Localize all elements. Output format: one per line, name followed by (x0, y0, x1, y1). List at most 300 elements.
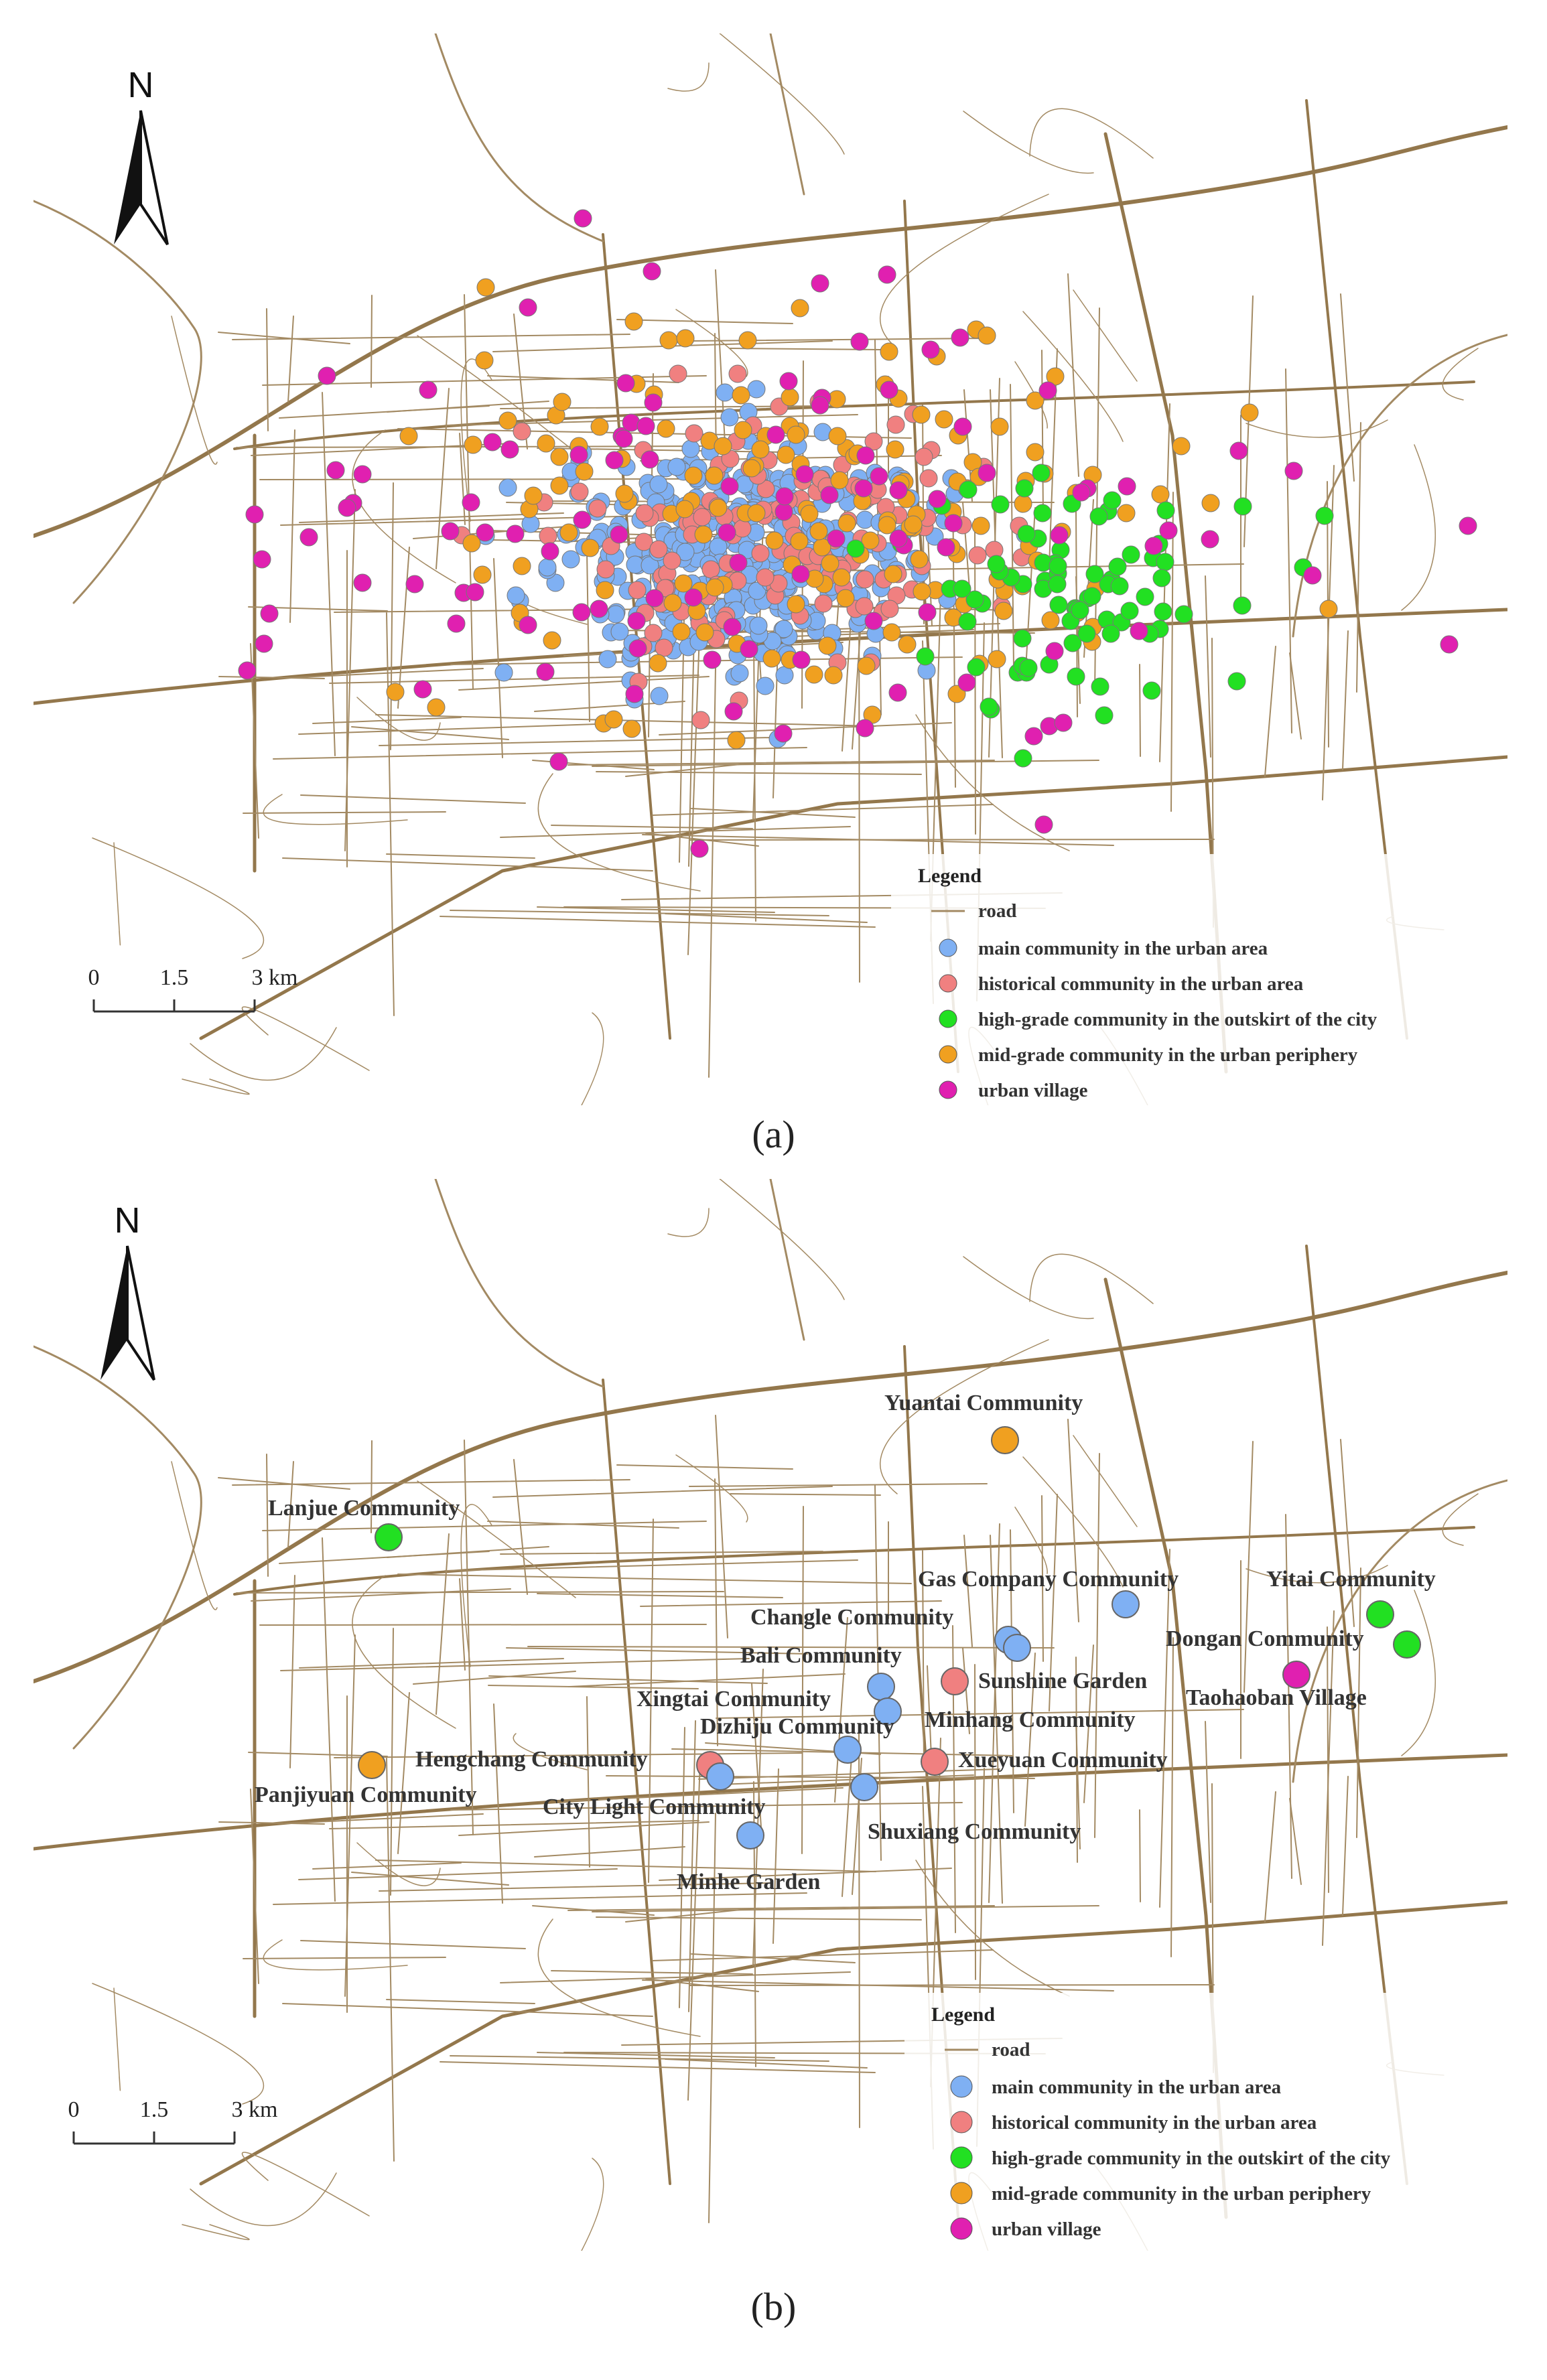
community-point (591, 418, 608, 435)
place-label-panjiyuan: Panjiyuan Community (255, 1782, 477, 1807)
community-point (728, 731, 745, 749)
community-point (1228, 673, 1246, 690)
community-point (560, 524, 578, 541)
community-point (650, 541, 667, 558)
community-point (714, 437, 732, 455)
community-point (1153, 569, 1170, 587)
community-point (988, 555, 1005, 573)
community-point (507, 525, 524, 543)
community-point (734, 520, 751, 537)
legend-label-urban-village: urban village (978, 1080, 1088, 1101)
community-point (484, 433, 501, 451)
community-point (543, 632, 561, 649)
community-point (651, 687, 668, 705)
road (273, 748, 807, 759)
road (459, 677, 709, 690)
community-point (476, 524, 494, 541)
community-point (1020, 659, 1037, 677)
map-b (33, 1179, 1507, 2251)
community-point (476, 352, 493, 369)
community-point (995, 602, 1012, 620)
community-point (734, 421, 752, 439)
community-point (611, 623, 628, 640)
community-point (442, 522, 459, 540)
community-point (599, 650, 616, 668)
road (242, 1007, 369, 1070)
road (398, 547, 409, 708)
road (551, 1013, 604, 1105)
community-point (673, 623, 690, 640)
road (1030, 109, 1153, 158)
road (1357, 423, 1361, 692)
place-marker-gas-company (1112, 1591, 1139, 1618)
community-point (821, 486, 838, 504)
road (398, 1693, 409, 1853)
legend-swatch-main (939, 939, 957, 957)
community-point (792, 565, 809, 583)
road (182, 2225, 249, 2240)
road (301, 1941, 525, 1949)
community-point (1118, 504, 1135, 522)
community-point (354, 466, 371, 483)
community-point (706, 579, 724, 596)
road (114, 1988, 120, 2091)
legend-label-main: main community in the urban area (992, 2077, 1282, 2098)
community-point (1130, 622, 1148, 640)
road (1205, 1722, 1211, 1902)
community-point (646, 589, 663, 607)
community-point (676, 500, 693, 518)
road (1265, 646, 1276, 776)
place-marker-city-light (707, 1763, 734, 1790)
community-point (1018, 525, 1035, 543)
community-point (721, 478, 738, 495)
legend-swatch-mid-grade (939, 1046, 957, 1063)
legend-label-main: main community in the urban area (978, 938, 1268, 959)
community-point (815, 595, 832, 612)
place-label-city-light: City Light Community (543, 1795, 766, 1819)
map-panel-b (33, 1179, 1507, 2251)
road (689, 1484, 987, 1486)
legend-swatch-urban-village (951, 2218, 972, 2239)
community-point (887, 416, 904, 433)
road (587, 1697, 590, 1867)
community-point (1046, 642, 1063, 660)
community-point (1201, 531, 1219, 548)
place-marker-xueyuan (921, 1748, 948, 1775)
legend-swatch-historical (939, 975, 957, 992)
place-marker-taohaoban (1283, 1661, 1310, 1688)
community-point (495, 664, 513, 681)
community-point (831, 472, 848, 489)
community-point (1090, 508, 1107, 525)
community-point (261, 605, 278, 622)
place-marker-yuantai (992, 1427, 1018, 1454)
community-point (1034, 504, 1051, 522)
community-point (596, 581, 614, 599)
community-point (959, 613, 976, 630)
place-label-minhang: Minhang Community (925, 1707, 1136, 1732)
community-point (1121, 602, 1138, 620)
community-point (705, 467, 723, 484)
community-point (466, 583, 484, 601)
place-marker-dizhiju (834, 1736, 861, 1763)
road (352, 727, 509, 740)
community-point (851, 333, 868, 350)
road (330, 1821, 699, 1829)
road (273, 1893, 807, 1904)
community-point (562, 551, 580, 568)
community-point (1175, 606, 1193, 623)
road (436, 389, 449, 569)
community-point (992, 496, 1009, 513)
community-point (972, 517, 990, 535)
legend-swatch-high-grade (951, 2147, 972, 2168)
road (387, 854, 535, 858)
place-marker-dongan (1394, 1631, 1420, 1658)
community-point (1230, 442, 1248, 460)
scale-label-1: 1.5 (159, 965, 189, 990)
legend-swatch-urban-village (939, 1081, 957, 1099)
community-point (590, 600, 608, 618)
road (182, 1079, 249, 1095)
community-point (953, 580, 971, 598)
road (689, 1721, 695, 2012)
road (190, 1028, 336, 1080)
community-point (878, 266, 896, 283)
community-point (1160, 522, 1177, 539)
community-point (787, 426, 805, 443)
community-point (821, 555, 839, 572)
community-point (537, 663, 554, 681)
road (1442, 1494, 1478, 1545)
road (688, 616, 700, 955)
community-point (911, 551, 928, 568)
community-point (414, 681, 431, 698)
road (172, 1462, 217, 1610)
road (1293, 335, 1507, 636)
community-point (574, 511, 591, 529)
community-point (791, 299, 809, 317)
community-point (1233, 597, 1251, 614)
road (172, 316, 217, 464)
community-point (967, 658, 985, 676)
community-point (1154, 603, 1172, 620)
community-point (606, 451, 623, 469)
community-point (649, 654, 667, 672)
scale-bar (68, 2097, 278, 2144)
community-point (1136, 588, 1154, 606)
community-point (890, 482, 907, 499)
community-point (1102, 625, 1120, 642)
community-point (605, 711, 622, 728)
community-point (499, 412, 517, 429)
community-point (825, 667, 842, 684)
community-point (253, 551, 271, 568)
community-point (978, 327, 996, 344)
road (1073, 290, 1137, 381)
road (251, 1589, 511, 1601)
community-point (856, 719, 874, 737)
community-point (776, 488, 793, 505)
road (587, 551, 590, 721)
community-point (617, 374, 634, 392)
community-point (1091, 678, 1109, 695)
place-label-hengchang: Hengchang Community (415, 1747, 648, 1772)
road (963, 502, 969, 588)
road (445, 1560, 858, 1571)
community-point (1049, 575, 1066, 593)
community-point (1152, 486, 1169, 503)
road (260, 479, 706, 480)
road (802, 1507, 803, 1853)
community-point (419, 381, 437, 399)
community-point (400, 427, 417, 445)
community-point (1440, 636, 1458, 653)
community-point (650, 476, 667, 493)
community-point (664, 594, 681, 612)
community-point (856, 511, 874, 529)
community-point (1039, 382, 1057, 399)
legend-label-historical: historical community in the urban area (992, 2112, 1317, 2133)
road (1160, 1549, 1170, 1907)
community-point (1118, 478, 1136, 495)
community-point (448, 615, 465, 632)
road (842, 1746, 852, 1896)
community-point (1202, 494, 1219, 512)
community-point (890, 530, 907, 547)
road (689, 839, 1214, 840)
community-point (551, 448, 568, 466)
community-point (847, 540, 864, 557)
community-point (913, 583, 931, 600)
place-label-bali: Bali Community (740, 1643, 902, 1668)
scale-label-1: 1.5 (139, 2097, 169, 2122)
road (1030, 1254, 1153, 1304)
community-point (669, 365, 687, 382)
community-point (837, 589, 854, 607)
legend-label-high-grade: high-grade community in the outskirt of the city (992, 2148, 1391, 2169)
community-point (919, 604, 936, 621)
place-label-taohaoban: Taohaoban Village (1186, 1685, 1367, 1710)
road (493, 1486, 832, 1497)
place-label-lanjue: Lanjue Community (268, 1496, 460, 1521)
place-label-gas-company: Gas Company Community (918, 1567, 1179, 1592)
community-point (628, 612, 645, 630)
road (730, 1494, 880, 1495)
place-marker-bali (868, 1673, 894, 1700)
road (263, 1940, 407, 1970)
community-point (573, 604, 590, 621)
road (260, 1624, 706, 1625)
scale-label-2: 3 km (231, 2097, 278, 2122)
community-point (913, 406, 930, 423)
community-point (610, 526, 628, 543)
community-point (574, 210, 592, 227)
community-point (677, 330, 694, 347)
community-point (978, 464, 996, 482)
community-point (626, 685, 643, 703)
road (1265, 1792, 1276, 1922)
community-point (775, 503, 793, 520)
road (387, 401, 549, 412)
community-point (958, 674, 976, 691)
community-point (629, 640, 647, 657)
scale-label-2: 3 km (251, 965, 298, 990)
community-point (801, 505, 818, 522)
community-point (645, 394, 662, 411)
community-point (796, 466, 813, 483)
community-point (898, 636, 916, 653)
community-point (827, 530, 845, 547)
community-point (884, 565, 902, 583)
community-point (693, 508, 711, 526)
community-point (881, 600, 898, 618)
place-label-shuxiang: Shuxiang Community (868, 1819, 1081, 1844)
community-point (657, 420, 675, 437)
community-point (920, 470, 937, 487)
road (1073, 1436, 1137, 1527)
community-point (880, 381, 898, 399)
community-point (858, 657, 875, 675)
road (114, 843, 120, 945)
community-point (513, 423, 531, 440)
community-point (766, 532, 783, 549)
community-point (1234, 498, 1252, 515)
community-point (570, 446, 588, 464)
community-point (462, 494, 480, 511)
community-point (752, 545, 769, 562)
community-point (1032, 464, 1050, 482)
legend-road-label: road (978, 900, 1017, 922)
community-point (838, 514, 856, 532)
community-point (1034, 554, 1052, 571)
road (450, 910, 829, 916)
community-point (937, 539, 955, 556)
community-point (702, 561, 720, 578)
community-point (1016, 480, 1033, 497)
community-point (1157, 502, 1174, 519)
community-point (883, 624, 900, 641)
road (1095, 1454, 1099, 1837)
community-point (628, 581, 646, 599)
community-point (710, 499, 727, 516)
road (92, 838, 263, 959)
road (436, 1534, 449, 1714)
road (1205, 576, 1211, 757)
community-point (750, 617, 767, 634)
place-label-xingtai: Xingtai Community (636, 1687, 831, 1711)
community-point (1172, 437, 1190, 455)
road (243, 1957, 446, 1959)
community-point (748, 380, 765, 398)
road (267, 309, 268, 431)
community-point (748, 504, 765, 522)
community-point (499, 479, 517, 496)
road (33, 201, 201, 603)
legend-swatch-main (951, 2076, 972, 2097)
community-point (685, 467, 702, 484)
road (1244, 1442, 1253, 1692)
road (450, 2056, 829, 2061)
legend-label-mid-grade: mid-grade community in the urban periphery (992, 2183, 1371, 2204)
community-point (819, 637, 836, 654)
community-point (886, 441, 904, 458)
community-point (917, 648, 934, 665)
road (676, 1455, 748, 1522)
road (617, 1465, 793, 1469)
scale-label-0: 0 (88, 965, 100, 990)
community-point (929, 490, 946, 508)
community-point (945, 514, 962, 532)
community-point (655, 639, 673, 656)
road (773, 1769, 779, 1943)
community-point (513, 557, 531, 575)
community-point (732, 387, 750, 404)
legend (904, 1993, 1507, 2251)
road (1286, 369, 1292, 733)
community-point (668, 458, 685, 476)
road (1327, 1627, 1329, 1892)
community-point (387, 683, 404, 701)
community-point (855, 480, 872, 497)
community-point (685, 425, 703, 442)
scale-bar (88, 965, 298, 1011)
community-point (525, 487, 542, 504)
community-point (615, 430, 632, 447)
community-point (718, 524, 736, 541)
community-point (1145, 537, 1162, 555)
community-point (763, 650, 781, 667)
community-point (729, 365, 746, 382)
north-label: N (114, 1200, 141, 1241)
community-point (1143, 682, 1160, 699)
community-point (1035, 816, 1053, 833)
community-point (703, 651, 721, 669)
community-point (1095, 707, 1113, 724)
community-point (856, 571, 874, 588)
community-point (682, 440, 699, 458)
legend-title: Legend (918, 865, 982, 887)
community-point (725, 703, 742, 720)
road (1042, 350, 1043, 516)
community-point (1316, 507, 1333, 524)
community-point (724, 618, 741, 636)
caption-b: (b) (750, 2285, 797, 2328)
road (770, 1179, 804, 1340)
road (603, 1380, 670, 2184)
road (514, 1460, 527, 1594)
road (33, 1346, 201, 1748)
road (237, 1592, 724, 1593)
road (190, 2173, 336, 2226)
road (464, 1440, 473, 1835)
road (975, 519, 976, 834)
community-point (607, 606, 624, 623)
community-point (980, 698, 998, 715)
community-point (550, 753, 567, 770)
community-point (685, 589, 702, 606)
community-point (327, 462, 344, 479)
community-point (1042, 612, 1059, 629)
community-point (1067, 668, 1085, 685)
community-point (829, 427, 846, 445)
community-point (730, 554, 747, 571)
road (301, 795, 525, 803)
legend-swatch-high-grade (939, 1010, 957, 1028)
community-point (991, 418, 1008, 435)
road (569, 1674, 845, 1687)
